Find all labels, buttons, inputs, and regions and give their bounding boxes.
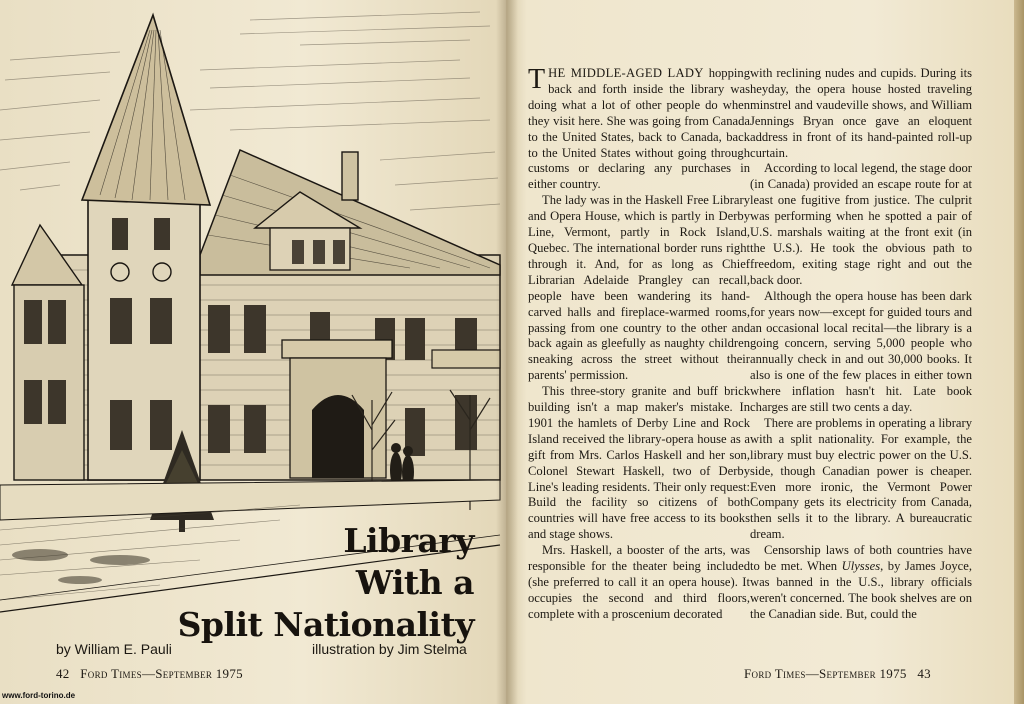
byline-author: by William E. Pauli — [56, 641, 172, 657]
lead-in: HE MIDDLE-AGED LADY — [548, 66, 704, 80]
paragraph: There are problems in operating a library with a split nationality. For example, the library must buy electric power on the U.S. side, though Canadian power is cheaper. Even more ironic, the Vermont Power Company gets its electricity from Canada, then sells it to the library. A bureaucratic dream. — [750, 415, 972, 542]
paragraph: with reclining nudes and cupids. During its heyday, the opera house hosted traveling minstrel and vaudeville shows, and William Jennings Bryan once gave an eloquent address in front of its hand-painted roll-up curtain. — [750, 66, 972, 160]
paragraph: Mrs. Haskell, a booster of the arts, was responsible for the theater being included (she preferred to call it an opera house). It occupies the second and third floors, complete with a proscenium decorated — [528, 543, 750, 621]
folio-text: Ford Times—September 1975 — [80, 666, 243, 681]
page-number: 42 — [56, 666, 70, 681]
page-number: 43 — [917, 666, 931, 681]
article-title — [178, 520, 474, 646]
paragraph: According to local legend, the stage door (in Canada) provided an escape route for at least one fugitive from justice. The culprit was performing when he spotted a pair of U.S. marshals waiting at the front exit (in the U.S.). He took the obvious path to freedom, exiting stage right and out the back door. — [750, 161, 972, 287]
paragraph-text: hopping back and forth inside the library was doing what a lot of other people do when they visit here. She was going from Canada to the United States, back to Canada, back to the United States without going through customs or declaring any purchases in either country. — [528, 66, 750, 192]
text-column-2 — [750, 66, 972, 623]
folio-left — [56, 666, 243, 682]
paragraph — [750, 543, 972, 623]
paragraph: Although the opera house has been dark for years now—except for guided tours and an occasional local recital—the library is a going concern, serving 5,000 people who annually check in and out 30,000 books. It also is one of the few places in either town where inflation hasn't hit. Late book charges are still two cents a day. — [750, 288, 972, 415]
title-line: With a — [355, 563, 474, 602]
title-line: Split Nationality — [177, 605, 474, 644]
title-line: Library — [343, 521, 474, 560]
folio-text: Ford Times—September 1975 — [744, 666, 907, 681]
page-edge — [1014, 0, 1024, 704]
book-title: Ulysses — [841, 559, 881, 574]
paragraph-text: , by James Joyce, was banned in the U.S., library officials weren't concerned. The book shelves are on the Canadian side. But, could the — [750, 559, 972, 621]
paragraph — [528, 66, 750, 193]
paragraph: This three-story granite and buff brick building isn't a map maker's mistake. In 1901 the hamlets of Derby Line and Rock Island received the library-opera house as a gift from Mrs. Carlos Haskell and her son, Colonel Stewart Haskell, two of Derby Line's leading residents. Their only request: Build the facility so citizens of both countries will have free access to its books and stage shows. — [528, 384, 750, 542]
drop-cap: T — [528, 64, 546, 95]
paragraph: The lady was in the Haskell Free Library and Opera House, which is partly in Derby Line, Vermont, partly in Rock Island, Quebec. The international border runs right through it. And, for as long as Chief Librarian Adelaide Prangley can recall, people have been wandering its hand-carved halls and fireplace-warmed rooms, passing from one country to the other and back again as gleefully as naughty children sneaking across the street without their parents' permission. — [528, 193, 750, 383]
site-watermark: www.ford-torino.de — [2, 691, 76, 700]
paragraph-text: Censorship laws of both countries have to be met. When — [750, 543, 972, 574]
byline-illustrator: illustration by Jim Stelma — [312, 641, 467, 657]
right-page — [506, 0, 1024, 704]
page-gutter — [496, 0, 518, 704]
folio-right — [744, 666, 931, 682]
text-column-1 — [528, 66, 750, 623]
left-page — [0, 0, 506, 704]
